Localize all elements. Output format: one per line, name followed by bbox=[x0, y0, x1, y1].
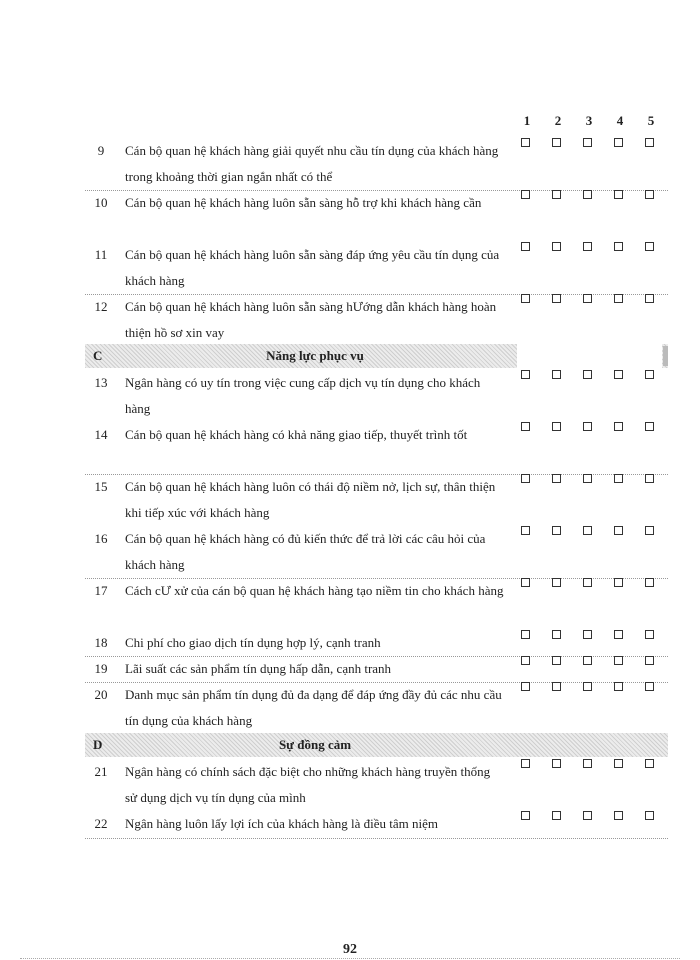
rating-checkboxes bbox=[519, 811, 669, 823]
rating-checkbox[interactable] bbox=[552, 190, 561, 199]
rating-checkbox[interactable] bbox=[521, 682, 530, 691]
question-row bbox=[85, 656, 668, 682]
rating-checkbox[interactable] bbox=[645, 811, 654, 820]
rating-checkbox[interactable] bbox=[645, 526, 654, 535]
rating-checkbox[interactable] bbox=[521, 294, 530, 303]
rating-checkbox[interactable] bbox=[583, 294, 592, 303]
rating-checkboxes bbox=[519, 370, 669, 382]
rating-checkboxes bbox=[519, 242, 669, 254]
rating-checkbox[interactable] bbox=[521, 422, 530, 431]
rating-checkboxes bbox=[519, 474, 669, 486]
rating-checkbox[interactable] bbox=[645, 682, 654, 691]
section-letter: D bbox=[93, 737, 103, 752]
rating-checkbox[interactable] bbox=[552, 294, 561, 303]
rating-checkboxes bbox=[519, 656, 669, 668]
question-row bbox=[85, 526, 668, 578]
rating-checkbox[interactable] bbox=[645, 759, 654, 768]
rating-checkbox[interactable] bbox=[521, 811, 530, 820]
question-row bbox=[85, 578, 668, 630]
question-number: 21 bbox=[94, 764, 108, 779]
question-number: 10 bbox=[94, 195, 108, 210]
section-title: Sự đồng cảm bbox=[278, 737, 352, 752]
question-text: Chi phí cho giao dịch tín dụng hợp lý, cạnh tranh bbox=[125, 635, 381, 650]
rating-checkbox[interactable] bbox=[583, 578, 592, 587]
question-row bbox=[85, 422, 668, 474]
question-text: Ngân hàng luôn lấy lợi ích của khách hàng là điều tâm niệm bbox=[125, 816, 439, 831]
question-number: 22 bbox=[94, 816, 108, 831]
rating-checkbox[interactable] bbox=[614, 138, 623, 147]
question-number: 20 bbox=[94, 687, 108, 702]
question-text: Cán bộ quan hệ khách hàng luôn sẵn sàng hƯớng dẫn khách hàng hoàn thiện hồ sơ xin vay bbox=[125, 299, 497, 340]
question-text: Cán bộ quan hệ khách hàng có đủ kiến thức để trả lời các câu hỏi của khách hàng bbox=[125, 531, 486, 572]
rating-checkbox[interactable] bbox=[552, 422, 561, 431]
rating-checkbox[interactable] bbox=[614, 811, 623, 820]
question-row bbox=[85, 759, 668, 811]
question-text: Cách cƯ xử của cán bộ quan hệ khách hàng tạo niềm tin cho khách hàng bbox=[125, 583, 504, 598]
scale-label-1: 1 bbox=[523, 113, 531, 128]
question-row bbox=[85, 242, 668, 294]
rating-checkbox[interactable] bbox=[614, 682, 623, 691]
section-header-d bbox=[85, 733, 668, 757]
scale-label-3: 3 bbox=[585, 113, 593, 128]
rating-checkbox[interactable] bbox=[583, 138, 592, 147]
rating-checkbox[interactable] bbox=[645, 474, 654, 483]
rating-checkbox[interactable] bbox=[645, 294, 654, 303]
rating-checkboxes bbox=[519, 630, 669, 642]
rating-checkbox[interactable] bbox=[583, 759, 592, 768]
rating-checkbox[interactable] bbox=[614, 294, 623, 303]
rating-checkbox[interactable] bbox=[521, 656, 530, 665]
rating-checkbox[interactable] bbox=[521, 242, 530, 251]
question-text: Ngân hàng có chính sách đặc biệt cho những khách hàng truyền thống sử dụng dịch vụ tín dụng của mình bbox=[125, 764, 491, 805]
rating-checkbox[interactable] bbox=[521, 370, 530, 379]
row-divider bbox=[85, 838, 668, 839]
rating-checkbox[interactable] bbox=[583, 370, 592, 379]
question-text: Cán bộ quan hệ khách hàng luôn có thái độ niềm nở, lịch sự, thân thiện khi tiếp xúc với khách hàng bbox=[125, 479, 496, 520]
question-number: 14 bbox=[94, 427, 108, 442]
rating-checkbox[interactable] bbox=[521, 759, 530, 768]
rating-checkbox[interactable] bbox=[645, 370, 654, 379]
rating-checkbox[interactable] bbox=[614, 578, 623, 587]
question-number: 9 bbox=[97, 143, 105, 158]
question-row bbox=[85, 190, 668, 242]
rating-checkbox[interactable] bbox=[552, 138, 561, 147]
rating-checkbox[interactable] bbox=[552, 682, 561, 691]
rating-checkbox[interactable] bbox=[552, 370, 561, 379]
rating-checkboxes bbox=[519, 578, 669, 590]
rating-checkboxes bbox=[519, 759, 669, 771]
rating-checkbox[interactable] bbox=[583, 811, 592, 820]
question-text: Cán bộ quan hệ khách hàng luôn sẵn sàng hỗ trợ khi khách hàng cần bbox=[125, 195, 482, 210]
question-text: Cán bộ quan hệ khách hàng có khả năng giao tiếp, thuyết trình tốt bbox=[125, 427, 468, 442]
question-text: Lãi suất các sản phẩm tín dụng hấp dẫn, cạnh tranh bbox=[125, 661, 392, 676]
rating-checkbox[interactable] bbox=[583, 190, 592, 199]
rating-checkbox[interactable] bbox=[614, 526, 623, 535]
question-row bbox=[85, 630, 668, 656]
scale-label-4: 4 bbox=[616, 113, 624, 128]
question-number: 11 bbox=[94, 247, 108, 262]
rating-checkbox[interactable] bbox=[614, 370, 623, 379]
rating-checkbox[interactable] bbox=[614, 474, 623, 483]
rating-checkboxes bbox=[519, 422, 669, 434]
rating-checkbox[interactable] bbox=[521, 138, 530, 147]
question-text: Cán bộ quan hệ khách hàng giải quyết nhu cầu tín dụng của khách hàng trong khoảng thời gian ngắn nhất có thể bbox=[125, 143, 499, 184]
question-number: 13 bbox=[94, 375, 108, 390]
rating-checkbox[interactable] bbox=[552, 759, 561, 768]
question-row bbox=[85, 370, 668, 422]
rating-checkbox[interactable] bbox=[614, 759, 623, 768]
rating-checkbox[interactable] bbox=[583, 630, 592, 639]
question-number: 15 bbox=[94, 479, 108, 494]
question-row bbox=[85, 474, 668, 526]
question-number: 19 bbox=[94, 661, 108, 676]
rating-checkbox[interactable] bbox=[614, 242, 623, 251]
rating-checkboxes bbox=[519, 682, 669, 694]
rating-checkbox[interactable] bbox=[583, 656, 592, 665]
rating-checkbox[interactable] bbox=[583, 422, 592, 431]
question-text: Danh mục sản phẩm tín dụng đủ đa dạng để đáp ứng đầy đủ các nhu cầu tín dụng của khách hàng bbox=[125, 687, 502, 728]
question-row bbox=[85, 811, 668, 837]
rating-checkbox[interactable] bbox=[614, 630, 623, 639]
rating-checkbox[interactable] bbox=[645, 242, 654, 251]
rating-checkbox[interactable] bbox=[614, 190, 623, 199]
question-number: 18 bbox=[94, 635, 108, 650]
rating-checkbox[interactable] bbox=[552, 578, 561, 587]
question-row bbox=[85, 138, 668, 190]
question-text: Cán bộ quan hệ khách hàng luôn sẵn sàng đáp ứng yêu cầu tín dụng của khách hàng bbox=[125, 247, 500, 288]
rating-checkboxes bbox=[519, 294, 669, 306]
rating-checkboxes bbox=[519, 138, 669, 150]
rating-checkbox[interactable] bbox=[614, 422, 623, 431]
rating-checkbox[interactable] bbox=[583, 526, 592, 535]
rating-checkbox[interactable] bbox=[583, 474, 592, 483]
rating-checkbox[interactable] bbox=[645, 422, 654, 431]
rating-checkbox[interactable] bbox=[521, 526, 530, 535]
rating-checkboxes bbox=[519, 190, 669, 202]
rating-checkbox[interactable] bbox=[645, 630, 654, 639]
rating-checkbox[interactable] bbox=[552, 242, 561, 251]
scale-label-5: 5 bbox=[647, 113, 655, 128]
rating-checkbox[interactable] bbox=[552, 474, 561, 483]
page-number: 92 bbox=[343, 942, 357, 957]
rating-checkbox[interactable] bbox=[645, 138, 654, 147]
footer-rule bbox=[20, 958, 680, 959]
rating-checkbox[interactable] bbox=[521, 630, 530, 639]
rating-checkboxes bbox=[519, 526, 669, 538]
question-text: Ngân hàng có uy tín trong việc cung cấp dịch vụ tín dụng cho khách hàng bbox=[125, 375, 481, 416]
rating-checkbox[interactable] bbox=[552, 526, 561, 535]
rating-checkbox[interactable] bbox=[645, 578, 654, 587]
rating-checkbox[interactable] bbox=[583, 682, 592, 691]
question-number: 16 bbox=[94, 531, 108, 546]
rating-checkbox[interactable] bbox=[521, 190, 530, 199]
question-row bbox=[85, 294, 668, 346]
question-number: 17 bbox=[94, 583, 108, 598]
rating-checkbox[interactable] bbox=[645, 190, 654, 199]
rating-checkbox[interactable] bbox=[521, 578, 530, 587]
rating-checkbox[interactable] bbox=[521, 474, 530, 483]
rating-checkbox[interactable] bbox=[552, 811, 561, 820]
section-header-c bbox=[85, 344, 668, 368]
section-letter: C bbox=[93, 348, 103, 363]
section-title: Năng lực phục vụ bbox=[266, 348, 364, 363]
scale-label-2: 2 bbox=[554, 113, 562, 128]
question-row bbox=[85, 682, 668, 734]
rating-checkbox[interactable] bbox=[552, 656, 561, 665]
rating-checkbox[interactable] bbox=[583, 242, 592, 251]
rating-checkbox[interactable] bbox=[614, 656, 623, 665]
rating-checkbox[interactable] bbox=[552, 630, 561, 639]
question-number: 12 bbox=[94, 299, 108, 314]
rating-checkbox[interactable] bbox=[645, 656, 654, 665]
